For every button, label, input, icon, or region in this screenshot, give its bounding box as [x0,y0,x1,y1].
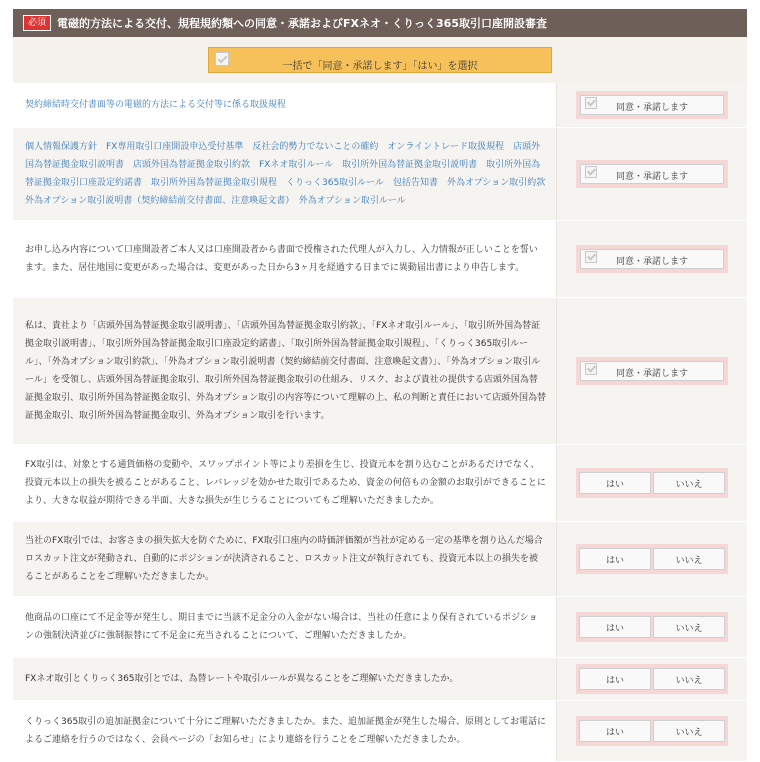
consent-row [13,128,747,221]
row-control-cell [556,445,747,521]
row-text-cell [13,658,556,700]
agree-button[interactable] [580,249,724,269]
row-text: くりっく365取引の追加証拠金について十分にご理解いただきましたか。また、追加証拠金が発生した場合、原則としてお電話によるご連絡を行うのではなく、会員ページの「お知らせ」により連絡を行うことをご理解いただきましたか。 [25,717,547,745]
agree-box [576,357,728,385]
agree-box [576,91,728,119]
yes-no-box [576,544,728,574]
agree-checkbox[interactable] [585,251,597,263]
section-header [13,9,747,37]
agree-box [576,160,728,188]
yes-no-box [576,664,728,694]
no-button[interactable]: いいえ [653,616,725,638]
row-text: FX取引は、対象とする通貨価格の変動や、スワップポイント等により差損を生じ、投資元本を割り込むことがあるだけでなく、投資元本以上の損失を被ることがあること、レバレッジを効かせた取引であるため、資金の何倍もの金額のお取引ができることにより、大きな収益が期待できる半面、大きな損失が生じうることについてもご理解いただきましたか。 [25,460,546,506]
row-text-cell [13,128,556,220]
bulk-checkbox[interactable] [215,52,229,66]
row-text: 他商品の口座にて不足金等が発生し、期日までに当該不足金分の入金がない場合は、当社の任意により保有されているポジションの強制決済並びに強制振替にて不足金に充当されることについて、ご理解いただきましたか。 [25,613,538,641]
agree-checkbox[interactable] [585,97,597,109]
yes-button[interactable]: はい [579,548,651,570]
row-control-cell [556,597,747,657]
no-button[interactable]: いいえ [653,472,725,494]
row-text-cell [13,522,556,596]
yes-no-box [576,612,728,642]
row-text-cell [13,83,556,127]
yes-button[interactable]: はい [579,720,651,742]
consent-row [13,83,747,128]
row-control-cell [556,128,747,220]
agree-button[interactable] [580,361,724,381]
question-row [13,445,747,522]
no-button[interactable]: いいえ [653,668,725,690]
consent-row [13,221,747,298]
yes-button[interactable]: はい [579,472,651,494]
bulk-agree-button[interactable] [208,47,552,73]
row-text: 私は、貴社より「店頭外国為替証拠金取引説明書」、「店頭外国為替証拠金取引約款」、「FXネオ取引ルール」、「取引所外国為替証拠金取引説明書」、「取引所外国為替証拠金取引口座設定約諾書」、「取引所外国為替証拠金取引規程」、「くりっく365取引ルール」、「外為オプション取引約款」、「外為オプション取引説明書（契約締結前交付書面、注意喚起文書）」、「外為オプション取引ルール」を受領し、店頭外国為替証拠金取引、取引所外国為替証拠金取引の仕組み、リスク、および貴社の提供する店頭外国為替証拠金取引、取引所外国為替証拠金取引、外為オプション取引の内容等について理解の上、私の判断と責任において店頭外国為替証拠金取引、取引所外国為替証拠金取引、外為オプション取引を行います。 [25,321,547,421]
consent-row [13,298,747,445]
agree-label: 同意・承諾します [615,103,688,113]
yes-button[interactable]: はい [579,616,651,638]
row-text: 当社のFX取引では、お客さまの損失拡大を防ぐために、FX取引口座内の時価評価額が当社が定める一定の基準を割り込んだ場合ロスカット注文が発動され、自動的にポジションが決済されること、ロスカット注文が執行されても、投資元本以上の損失を被ることがあることをご理解いただきましたか。 [25,536,543,582]
agree-checkbox[interactable] [585,166,597,178]
electronic-delivery-rules-link[interactable]: 契約締結時交付書面等の電磁的方法による交付等に係る取扱規程 [25,100,287,110]
row-control-cell [556,658,747,700]
document-links[interactable]: 個人情報保護方針 FX専用取引口座開設申込受付基準 反社会的勢力でないことの確約 オンライントレード取扱規程 店頭外国為替証拠金取引説明書 店頭外国為替証拠金取引約款 FXネオ取引ルール 取引所外国為替証拠金取引説明書 取引所外国為替証拠金取引口座設定約諾書 取引所外国為替証拠金取引規程 くりっく365取引ルール 包括告知書 外為オプション取引約款 外為オプション取引説明書（契約締結前交付書面、注意喚起文書） 外為オプション取引ルール [25,142,555,206]
yes-no-box [576,468,728,498]
agree-label: 同意・承諾します [615,172,688,182]
no-button[interactable]: いいえ [653,720,725,742]
row-text-cell [13,298,556,444]
row-text: お申し込み内容について口座開設者ご本人又は口座開設者から書面で授権された代理人が入力し、入力情報が正しいことを誓います。また、居住地国に変更があった場合は、変更があった日から3ヶ月を経過する日までに異動届出書により申告します。 [25,245,538,273]
agree-label: 同意・承諾します [615,369,688,379]
consent-section [13,9,747,762]
row-text: FXネオ取引とくりっく365取引とでは、為替レートや取引ルールが異なることをご理解いただきましたか。 [25,674,459,684]
yes-no-box [576,716,728,746]
agree-button[interactable] [580,95,724,115]
bulk-select-area [13,37,747,83]
agree-box [576,245,728,273]
question-row [13,701,747,762]
row-control-cell [556,221,747,297]
row-control-cell [556,298,747,444]
no-button[interactable]: いいえ [653,548,725,570]
row-text-cell [13,445,556,521]
row-text-cell [13,597,556,657]
agree-button[interactable] [580,164,724,184]
section-title: 電磁的方法による交付、規程規約類への同意・承諾およびFXネオ・くりっく365取引口座開設審査 [57,17,547,30]
question-row [13,597,747,658]
row-text-cell [13,701,556,761]
row-text-cell [13,221,556,297]
agree-checkbox[interactable] [585,363,597,375]
row-control-cell [556,83,747,127]
question-row [13,522,747,597]
required-badge: 必須 [23,15,51,31]
yes-button[interactable]: はい [579,668,651,690]
bulk-agree-label: 一括で「同意・承諾します」「はい」を選択 [282,60,478,72]
row-control-cell [556,701,747,761]
row-control-cell [556,522,747,596]
question-row [13,658,747,701]
agree-label: 同意・承諾します [615,257,688,267]
